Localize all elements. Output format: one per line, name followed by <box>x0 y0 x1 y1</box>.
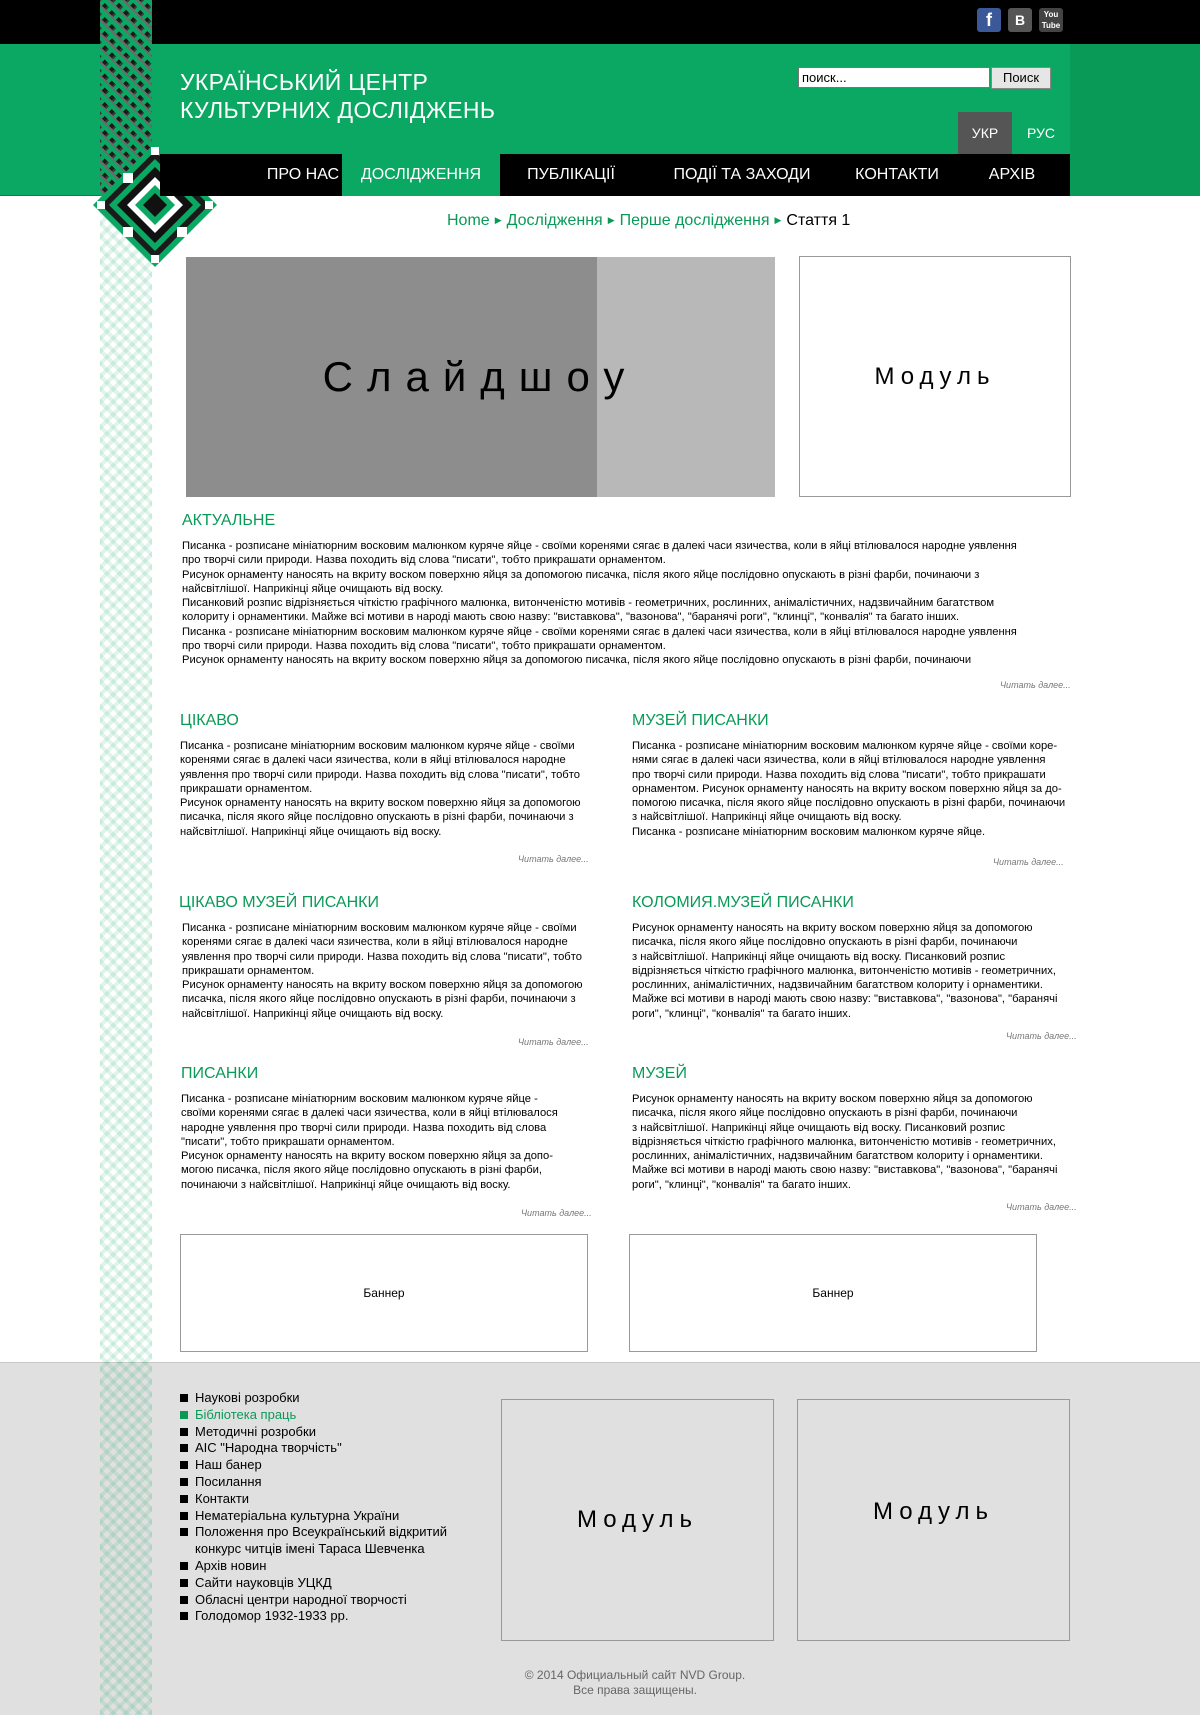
text-line: писачка, після якого яйце послідовно опускають в різні фарби, починаючи з <box>182 993 576 1006</box>
text-line: Рисунок орнаменту наносять на вкриту воском поверхню яйця за допомогою писачка, після якого яйце послідовно опускають в різні фарби, починаючи з <box>182 568 980 581</box>
read-more-link[interactable]: Читать далее... <box>1006 1031 1077 1041</box>
section-body-muzei-pysanky <box>632 739 1072 839</box>
breadcrumb-pershe[interactable]: Перше дослідження <box>619 212 770 229</box>
text-line: Писанка - розписане мініатюрним восковим малюнком куряче яйце - своїми коренями сягає в далекі часи язичества, коли в яйці втілювалося народне уявлення <box>182 540 1017 552</box>
text-line: своїми коренями сягає в далекі часи язичества, коли в яйці втілювалося <box>181 1107 558 1120</box>
read-more-link[interactable]: Читать далее... <box>518 1037 589 1047</box>
section-title-pysanky[interactable]: ПИСАНКИ <box>181 1065 259 1082</box>
section-title-tsikavo-muzei[interactable]: ЦІКАВО МУЗЕЙ ПИСАНКИ <box>179 894 379 911</box>
text-line: найсвітлішої. Наприкінці яйце очищають від воску. <box>182 582 444 595</box>
footer-link[interactable]: Голодомор 1932-1933 рр. <box>180 1608 480 1625</box>
text-line: Писанка - розписане мініатюрним восковим малюнком куряче яйце - своїми <box>182 922 577 934</box>
text-line: Писанка - розписане мініатюрним восковим малюнком куряче яйце. <box>632 825 986 838</box>
text-line: Рисунок орнаменту наносять на вкриту воском поверхню яйця за допо- <box>181 1150 553 1163</box>
read-more-link[interactable]: Читать далее... <box>521 1208 592 1218</box>
main-nav <box>160 154 1070 196</box>
footer-link[interactable]: Архів новин <box>180 1558 480 1575</box>
text-line: з найсвітлішої. Наприкінці яйце очищають від воску. Писанковий розпис <box>632 1121 1006 1134</box>
text-line: могою писачка, після якого яйце послідовно опускають в різні фарби, <box>181 1164 543 1177</box>
section-title-muzei-pysanky[interactable]: МУЗЕЙ ПИСАНКИ <box>632 712 769 729</box>
text-line: Рисунок орнаменту наносять на вкриту воском поверхню яйця за допомогою писачка, після якого яйце послідовно опускають в різні фарби, починаючи <box>182 654 972 667</box>
text-line: найсвітлішої. Наприкінці яйце очищають від воску. <box>180 825 442 838</box>
text-line: прикрашати орнаментом. <box>180 782 313 795</box>
text-line: роги", "клинці", "конвалія" та багато інших. <box>632 1178 852 1191</box>
text-line: Рисунок орнаменту наносять на вкриту воском поверхню яйця за допомогою <box>180 797 581 810</box>
breadcrumb-doslidzhennia[interactable]: Дослідження <box>506 212 603 229</box>
text-line: "писати", тобто прикрашати орнаментом. <box>181 1135 395 1148</box>
section-title-aktualne[interactable]: АКТУАЛЬНЕ <box>182 512 276 529</box>
text-line: з найсвітлішої. Наприкінці яйце очищають від воску. Писанковий розпис <box>632 950 1006 963</box>
footer-link[interactable]: Наш банер <box>180 1457 480 1474</box>
search-input[interactable] <box>798 67 990 88</box>
ornament-footer-strip <box>100 1362 152 1715</box>
footer-link[interactable]: Положення про Всеукраїнський відкритий конкурс читців імені Тараса Шевченка <box>180 1524 480 1558</box>
text-line: колориту і орнаментики. Майже всі мотиви в народі мають свою назву: "виставкова", "вазонова", "баранячі роги", "клинці", "конвалія" та багато інших. <box>182 611 960 624</box>
header-right-panel <box>1070 44 1200 196</box>
text-line: народне уявлення про творчі сили природи. Назва походить від слова <box>181 1121 547 1134</box>
breadcrumb <box>447 212 850 230</box>
breadcrumb-home[interactable]: Home <box>447 212 490 229</box>
text-line: нями сягає в далекі часи язичества, коли в яйці втілювалося народне уявлення <box>632 754 1046 767</box>
section-body-aktualne <box>182 539 1082 668</box>
read-more-link[interactable]: Читать далее... <box>993 857 1064 867</box>
text-line: Писанка - розписане мініатюрним восковим малюнком куряче яйце - своїми коре- <box>632 740 1058 752</box>
text-line: коренями сягає в далекі часи язичества, коли в яйці втілювалося народне <box>180 754 566 767</box>
text-line: Рисунок орнаменту наносять на вкриту воском поверхню яйця за допомогою <box>632 922 1033 934</box>
footer-link[interactable]: Посилання <box>180 1474 480 1491</box>
section-body-tsikavo <box>180 739 600 839</box>
section-title-kolomyia[interactable]: КОЛОМИЯ.МУЗЕЙ ПИСАНКИ <box>632 894 854 911</box>
text-line: Рисунок орнаменту наносять на вкриту воском поверхню яйця за допомогою <box>182 979 583 992</box>
text-line: помогою писачка, після якого яйце послідовно опускають в різні фарби, починаючи <box>632 797 1066 810</box>
text-line: Писанка - розписане мініатюрним восковим малюнком куряче яйце - <box>181 1093 538 1105</box>
footer-link[interactable]: Сайти науковців УЦКД <box>180 1575 480 1592</box>
breadcrumb-arrow-icon: ▶ <box>774 215 782 225</box>
footer-link[interactable]: Нематеріальна культурна України <box>180 1508 480 1525</box>
vkontakte-icon[interactable]: B <box>1008 8 1032 32</box>
nav-item-podii[interactable]: ПОДІЇ ТА ЗАХОДИ <box>673 166 811 183</box>
text-line: прикрашати орнаментом. <box>182 964 315 977</box>
breadcrumb-arrow-icon: ▶ <box>607 215 615 225</box>
nav-item-doslidzhennia[interactable]: ДОСЛІДЖЕННЯ <box>342 154 500 196</box>
text-line: писачка, після якого яйце послідовно опускають в різні фарби, починаючи <box>632 1107 1018 1120</box>
text-line: писачка, після якого яйце послідовно опускають в різні фарби, починаючи з <box>180 811 574 824</box>
text-line: Писанка - розписане мініатюрним восковим малюнком куряче яйце - своїми коренями сягає в далекі часи язичества, коли в яйці втілювалося народне уявлення <box>182 625 1017 638</box>
text-line: про творчі сили природи. Назва походить від слова "писати", тобто прикрашати <box>632 768 1046 781</box>
search-button[interactable]: Поиск <box>991 67 1051 89</box>
read-more-link[interactable]: Читать далее... <box>1006 1202 1077 1212</box>
site-title[interactable] <box>180 68 600 124</box>
text-line: рослинних, анімалістичних, надзвичайним багатством колориту і орнаментики. <box>632 979 1044 992</box>
footer-link[interactable]: Методичні розробки <box>180 1424 480 1441</box>
breadcrumb-arrow-icon: ▶ <box>494 215 502 225</box>
facebook-icon[interactable]: f <box>977 8 1001 32</box>
breadcrumb-current: Стаття 1 <box>786 212 851 229</box>
youtube-icon[interactable]: You Tube <box>1039 8 1063 32</box>
copyright-line2: Все права защищены. <box>573 1683 697 1697</box>
read-more-link[interactable]: Читать далее... <box>1000 680 1071 690</box>
text-line: про творчі сили природи. Назва походить від слова "писати", тобто прикрашати орнаментом. <box>182 554 666 567</box>
section-title-muzei[interactable]: МУЗЕЙ <box>632 1065 687 1082</box>
text-line: коренями сягає в далекі часи язичества, коли в яйці втілювалося народне <box>182 936 568 949</box>
text-line: Рисунок орнаменту наносять на вкриту воском поверхню яйця за допомогою <box>632 1093 1033 1105</box>
copyright <box>500 1668 770 1698</box>
read-more-link[interactable]: Читать далее... <box>518 854 589 864</box>
slideshow[interactable] <box>186 257 775 497</box>
module-top: Модуль <box>799 256 1071 497</box>
lang-rus[interactable]: РУС <box>1026 125 1056 141</box>
section-body-muzei <box>632 1092 1072 1192</box>
text-line: Писанка - розписане мініатюрним восковим малюнком куряче яйце - своїми <box>180 740 575 752</box>
text-line: найсвітлішої. Наприкінці яйце очищають від воску. <box>182 1007 444 1020</box>
footer-link[interactable]: Контакти <box>180 1491 480 1508</box>
site-title-line2: КУЛЬТУРНИХ ДОСЛІДЖЕНЬ <box>180 97 496 123</box>
module-footer-right: Модуль <box>797 1399 1070 1641</box>
footer-link[interactable]: АІС "Народна творчість" <box>180 1440 480 1457</box>
nav-item-arkhiv[interactable]: АРХІВ <box>988 166 1036 183</box>
section-body-tsikavo-muzei <box>182 921 602 1021</box>
footer-link-active[interactable]: Бібліотека праць <box>180 1407 480 1424</box>
slideshow-label: Слайдшоу <box>322 353 639 400</box>
text-line: з найсвітлішої. Наприкінці яйце очищають від воску. <box>632 811 902 824</box>
footer-links <box>180 1390 480 1625</box>
text-line: відрізняється чіткістю графічного малюнка, витонченістю мотивів - геометричних, <box>632 964 1056 977</box>
text-line: Майже всі мотиви в народі мають свою назву: "виставкова", "вазонова", "баранячі <box>632 993 1058 1006</box>
text-line: починаючи з найсвітлішої. Наприкінці яйце очищають від воску. <box>181 1178 511 1191</box>
section-title-tsikavo[interactable]: ЦІКАВО <box>180 712 239 729</box>
module-footer-left: Модуль <box>501 1399 774 1641</box>
text-line: роги", "клинці", "конвалія" та багато інших. <box>632 1007 852 1020</box>
text-line: Майже всі мотиви в народі мають свою назву: "виставкова", "вазонова", "баранячі <box>632 1164 1058 1177</box>
text-line: рослинних, анімалістичних, надзвичайним багатством колориту і орнаментики. <box>632 1150 1044 1163</box>
text-line: уявлення про творчі сили природи. Назва походить від слова "писати", тобто <box>180 768 580 781</box>
text-line: писачка, після якого яйце послідовно опускають в різні фарби, починаючи <box>632 936 1018 949</box>
text-line: відрізняється чіткістю графічного малюнка, витонченістю мотивів - геометричних, <box>632 1135 1056 1148</box>
section-body-kolomyia <box>632 921 1072 1021</box>
footer-link[interactable]: Обласні центри народної творчості <box>180 1592 480 1609</box>
text-line: Писанковий розпис відрізняється чіткістю графічного малюнка, витонченістю мотивів - геометричних, рослинних, анімалістичних, надзвичайним багатством <box>182 597 995 610</box>
text-line: уявлення про творчі сили природи. Назва походить від слова "писати", тобто <box>182 950 582 963</box>
copyright-line1: © 2014 Официальный сайт NVD Group. <box>524 1668 746 1682</box>
nav-item-pro-nas[interactable]: ПРО НАС <box>266 166 340 183</box>
text-line: орнаментом. Рисунок орнаменту наносять на вкриту воском поверхню яйця за до- <box>632 782 1062 795</box>
lang-ukr[interactable]: УКР <box>958 112 1012 154</box>
nav-item-kontakty[interactable]: КОНТАКТИ <box>855 166 939 183</box>
site-title-line1: УКРАЇНСЬКИЙ ЦЕНТР <box>180 69 429 95</box>
footer-link[interactable]: Наукові розробки <box>180 1390 480 1407</box>
banner-right[interactable]: Баннер <box>629 1234 1037 1352</box>
section-body-pysanky <box>181 1092 601 1192</box>
text-line: про творчі сили природи. Назва походить від слова "писати", тобто прикрашати орнаментом. <box>182 640 666 653</box>
nav-item-publikatsii[interactable]: ПУБЛІКАЦІЇ <box>527 166 615 183</box>
banner-left[interactable]: Баннер <box>180 1234 588 1352</box>
